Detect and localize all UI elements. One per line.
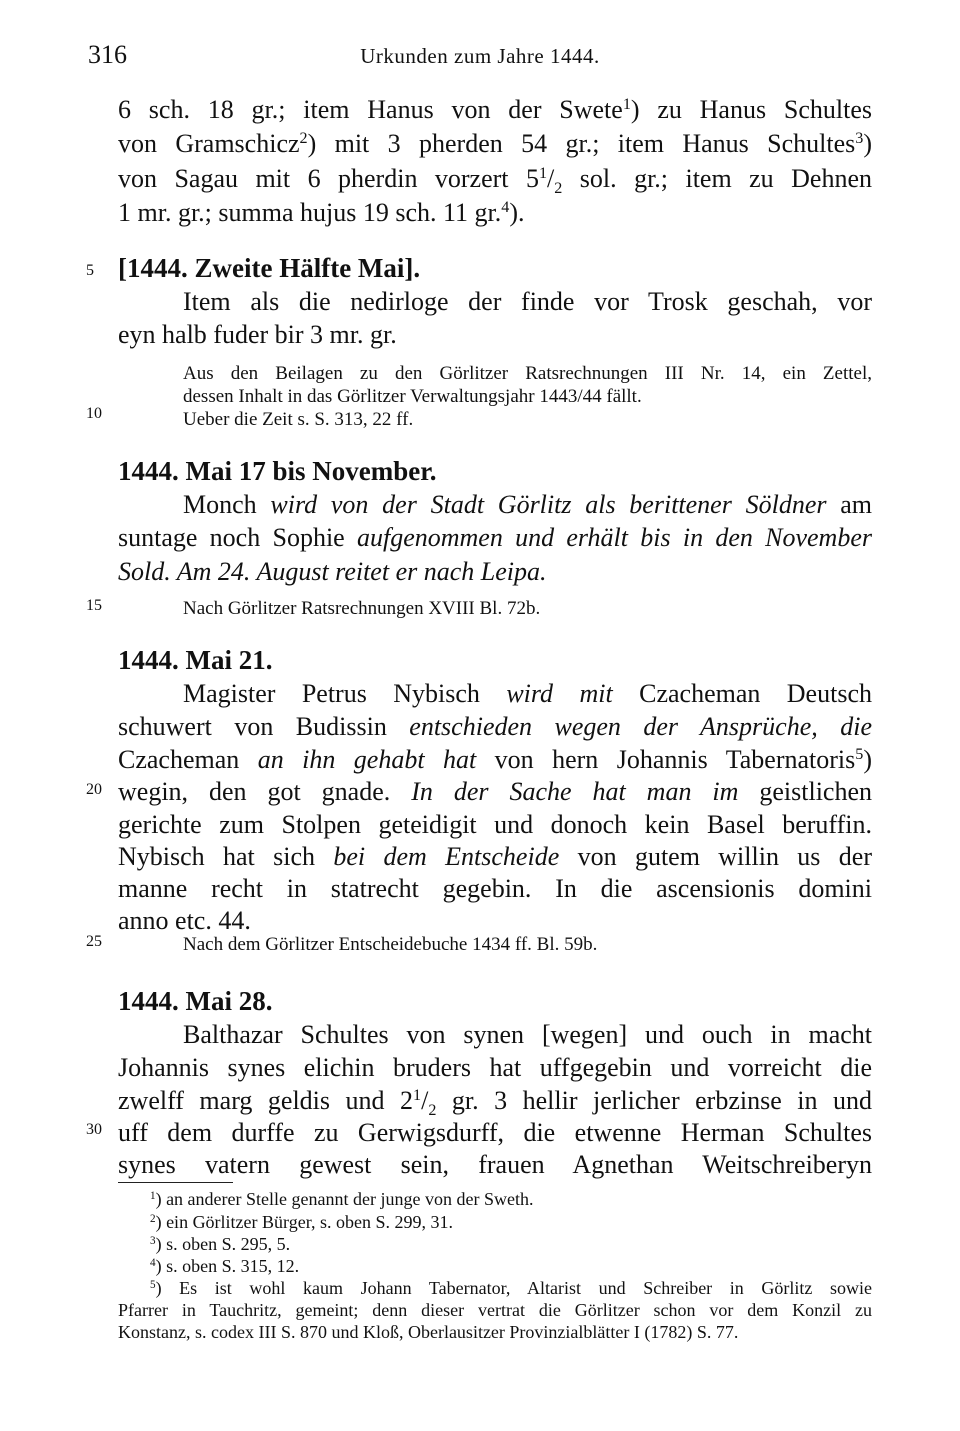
- body-line: Balthazar Schultes von synen [wegen] und ouch in macht: [183, 1020, 872, 1049]
- body-line: schuwert von Budissin entschieden wegen der Ansprüche, die: [118, 712, 872, 741]
- source-note: Ueber die Zeit s. S. 313, 22 ff.: [183, 409, 414, 430]
- entry-heading: 1444. Mai 17 bis November.: [118, 456, 437, 486]
- footnote: $^3$) s. oben S. 295, 5.: [150, 1234, 291, 1254]
- body-line: Johannis synes elichin bruders hat uffgegebin und vorreicht die: [118, 1053, 872, 1082]
- body-line: wegin, den got gnade. In der Sache hat man im geistlichen: [118, 777, 872, 806]
- source-note: dessen Inhalt in das Görlitzer Verwaltungsjahr 1443/44 fällt.: [183, 386, 642, 407]
- footnote-continuation: Konstanz, s. codex III S. 870 und Kloß, Oberlausitzer Provinzialblätter I (1782) S. 77.: [118, 1322, 739, 1342]
- line-number-25: 25: [86, 933, 102, 950]
- line-number-5: 5: [86, 262, 94, 279]
- body-line: von Gramschicz$^2$) mit 3 pherden 54 gr.; item Hanus Schultes$^3$): [118, 129, 872, 158]
- footnote-rule: [118, 1182, 233, 1183]
- body-line: uff dem durffe zu Gerwigsdurff, die etwenne Herman Schultes: [118, 1118, 872, 1147]
- line-number-10: 10: [86, 405, 102, 422]
- page-number: 316: [88, 40, 127, 69]
- body-line: 6 sch. 18 gr.; item Hanus von der Swete$^1$) zu Hanus Schultes: [118, 95, 872, 124]
- source-note: Nach Görlitzer Ratsrechnungen XVIII Bl. 72b.: [183, 598, 541, 619]
- body-line: gerichte zum Stolpen geteidigit und donoch kein Basel beruffin.: [118, 810, 872, 839]
- body-line: Sold. Am 24. August reitet er nach Leipa.: [118, 557, 547, 586]
- running-head: Urkunden zum Jahre 1444.: [360, 44, 600, 68]
- body-line: manne recht in statrecht gegebin. In die ascensionis domini: [118, 874, 872, 903]
- source-note: Nach dem Görlitzer Entscheidebuche 1434 ff. Bl. 59b.: [183, 934, 598, 955]
- body-line: anno etc. 44.: [118, 906, 251, 935]
- line-number-20: 20: [86, 781, 102, 798]
- body-line: von Sagau mit 6 pherdin vorzert $5^1/_2$ sol. gr.; item zu Dehnen: [118, 164, 872, 198]
- body-line: 1 mr. gr.; summa hujus 19 sch. 11 gr.$^4$).: [118, 198, 525, 227]
- body-line: synes vatern gewest sein, frauen Agnethan Weitschreiberyn: [118, 1150, 872, 1179]
- body-line: suntage noch Sophie aufgenommen und erhält bis in den November: [118, 523, 872, 552]
- body-line: Nybisch hat sich bei dem Entscheide von gutem willin us der: [118, 842, 872, 871]
- body-line: Czacheman an ihn gehabt hat von hern Johannis Tabernatoris$^5$): [118, 745, 873, 774]
- body-line: Magister Petrus Nybisch wird mit Czacheman Deutsch: [183, 679, 872, 708]
- footnote: $^4$) s. oben S. 315, 12.: [150, 1256, 300, 1276]
- body-line: zwelff marg geldis und $2^1/_2$ gr. 3 hellir jerlicher erbzinse in und: [118, 1086, 873, 1120]
- body-line: Monch wird von der Stadt Görlitz als berittener Söldner am: [183, 490, 872, 519]
- source-note: Aus den Beilagen zu den Görlitzer Ratsrechnungen III Nr. 14, ein Zettel,: [183, 363, 872, 384]
- entry-heading: 1444. Mai 21.: [118, 645, 273, 675]
- body-line: Item als die nedirloge der finde vor Trosk geschah, vor: [183, 287, 872, 316]
- body-line: eyn halb fuder bir 3 mr. gr.: [118, 320, 397, 349]
- footnote: $^1$) an anderer Stelle genannt der junge von der Sweth.: [150, 1189, 534, 1209]
- footnote: $^2$) ein Görlitzer Bürger, s. oben S. 299, 31.: [150, 1212, 453, 1232]
- footnote-continuation: Pfarrer in Tauchritz, gemeint; denn dieser vertrat die Görlitzer schon vor dem Konzil zu: [118, 1300, 872, 1320]
- entry-heading: [1444. Zweite Hälfte Mai].: [118, 253, 421, 283]
- entry-heading: 1444. Mai 28.: [118, 986, 273, 1016]
- line-number-15: 15: [86, 597, 102, 614]
- footnote: $^5$) Es ist wohl kaum Johann Tabernator, Altarist und Schreiber in Görlitz sowie: [150, 1278, 872, 1298]
- line-number-30: 30: [86, 1121, 102, 1138]
